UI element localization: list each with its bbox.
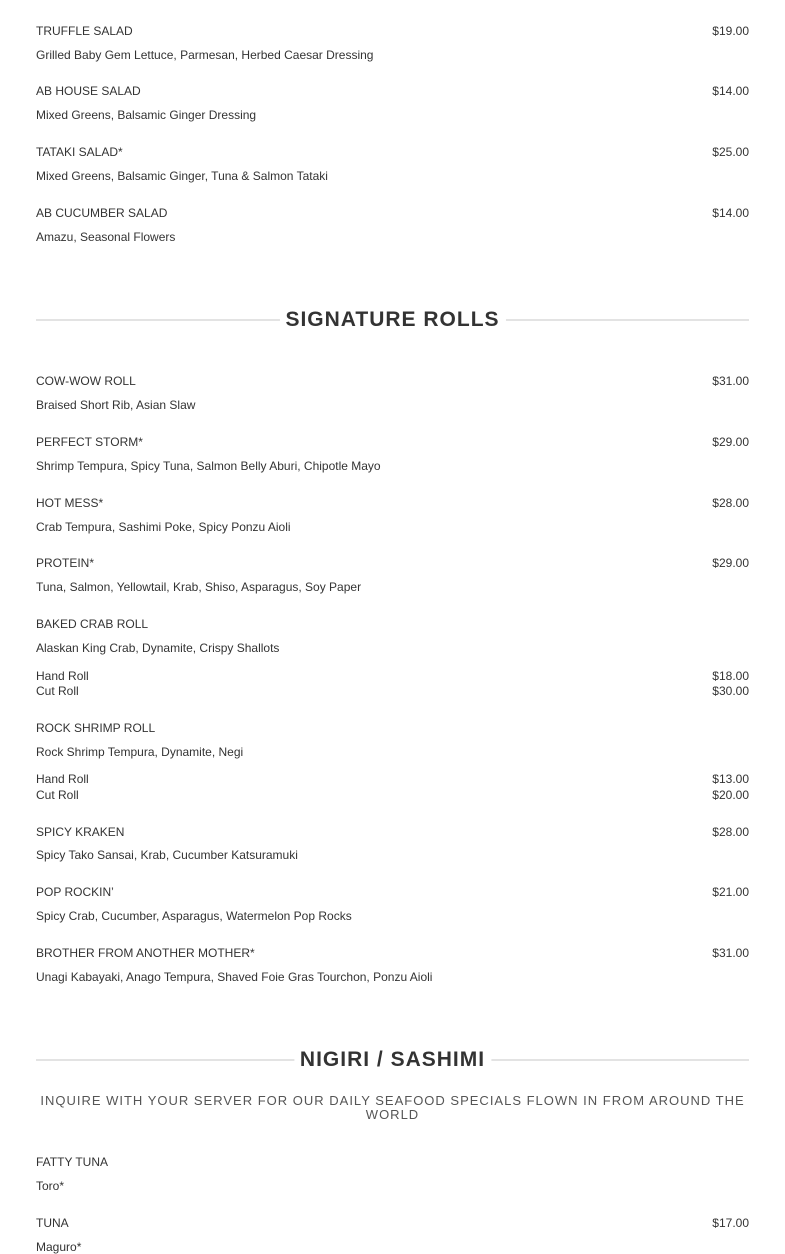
item-name: AB CUCUMBER SALAD — [36, 206, 168, 220]
item-name: SPICY KRAKEN — [36, 825, 125, 839]
item-price: $28.00 — [712, 496, 749, 510]
item-description: Crab Tempura, Sashimi Poke, Spicy Ponzu Aioli — [36, 520, 291, 534]
item-name: POP ROCKIN’ — [36, 885, 114, 899]
item-price: $28.00 — [712, 825, 749, 839]
item-name: TUNA — [36, 1216, 69, 1230]
option-price: $20.00 — [712, 788, 749, 802]
option-label: Hand Roll — [36, 772, 89, 786]
item-name: FATTY TUNA — [36, 1155, 109, 1169]
item-name: TATAKI SALAD* — [36, 145, 123, 159]
item-description: Grilled Baby Gem Lettuce, Parmesan, Herbed Caesar Dressing — [36, 48, 374, 62]
item-name: AB HOUSE SALAD — [36, 84, 141, 98]
item-name: ROCK SHRIMP ROLL — [36, 721, 156, 735]
item-description: Toro* — [36, 1179, 65, 1193]
item-price: $14.00 — [712, 206, 749, 220]
item-description: Tuna, Salmon, Yellowtail, Krab, Shiso, Asparagus, Soy Paper — [36, 580, 362, 594]
item-price: $17.00 — [712, 1216, 749, 1230]
item-name: BAKED CRAB ROLL — [36, 617, 149, 631]
section-header-nigiri-sashimi — [36, 1045, 749, 1075]
specials-notice: INQUIRE WITH YOUR SERVER FOR OUR DAILY SEAFOOD SPECIALS FLOWN IN FROM AROUND THE WORLD — [40, 1093, 745, 1122]
item-description: Amazu, Seasonal Flowers — [36, 230, 176, 244]
item-description: Rock Shrimp Tempura, Dynamite, Negi — [36, 745, 244, 759]
item-name: TRUFFLE SALAD — [36, 24, 133, 38]
item-name: HOT MESS* — [36, 496, 104, 510]
item-price: $21.00 — [712, 885, 749, 899]
option-label: Hand Roll — [36, 669, 89, 683]
item-name: BROTHER FROM ANOTHER MOTHER* — [36, 946, 255, 960]
item-description: Mixed Greens, Balsamic Ginger Dressing — [36, 108, 257, 122]
section-title: SIGNATURE ROLLS — [279, 305, 505, 335]
item-description: Mixed Greens, Balsamic Ginger, Tuna & Salmon Tataki — [36, 169, 328, 183]
item-price: $29.00 — [712, 435, 749, 449]
option-label: Cut Roll — [36, 788, 79, 802]
item-description: Braised Short Rib, Asian Slaw — [36, 398, 196, 412]
item-name: PERFECT STORM* — [36, 435, 143, 449]
section-title: NIGIRI / SASHIMI — [294, 1045, 491, 1075]
item-name: PROTEIN* — [36, 556, 95, 570]
item-price: $25.00 — [712, 145, 749, 159]
item-price: $31.00 — [712, 374, 749, 388]
option-price: $30.00 — [712, 684, 749, 698]
item-description: Spicy Tako Sansai, Krab, Cucumber Katsuramuki — [36, 848, 298, 862]
option-price: $18.00 — [712, 669, 749, 683]
item-description: Unagi Kabayaki, Anago Tempura, Shaved Foie Gras Tourchon, Ponzu Aioli — [36, 970, 433, 984]
item-price: $31.00 — [712, 946, 749, 960]
item-price: $19.00 — [712, 24, 749, 38]
item-description: Maguro* — [36, 1240, 82, 1254]
item-price: $14.00 — [712, 84, 749, 98]
option-price: $13.00 — [712, 772, 749, 786]
option-label: Cut Roll — [36, 684, 79, 698]
item-price: $29.00 — [712, 556, 749, 570]
item-description: Spicy Crab, Cucumber, Asparagus, Watermelon Pop Rocks — [36, 909, 352, 923]
item-name: COW-WOW ROLL — [36, 374, 136, 388]
section-header-signature-rolls — [36, 305, 749, 335]
item-description: Shrimp Tempura, Spicy Tuna, Salmon Belly Aburi, Chipotle Mayo — [36, 459, 381, 473]
item-description: Alaskan King Crab, Dynamite, Crispy Shallots — [36, 641, 280, 655]
